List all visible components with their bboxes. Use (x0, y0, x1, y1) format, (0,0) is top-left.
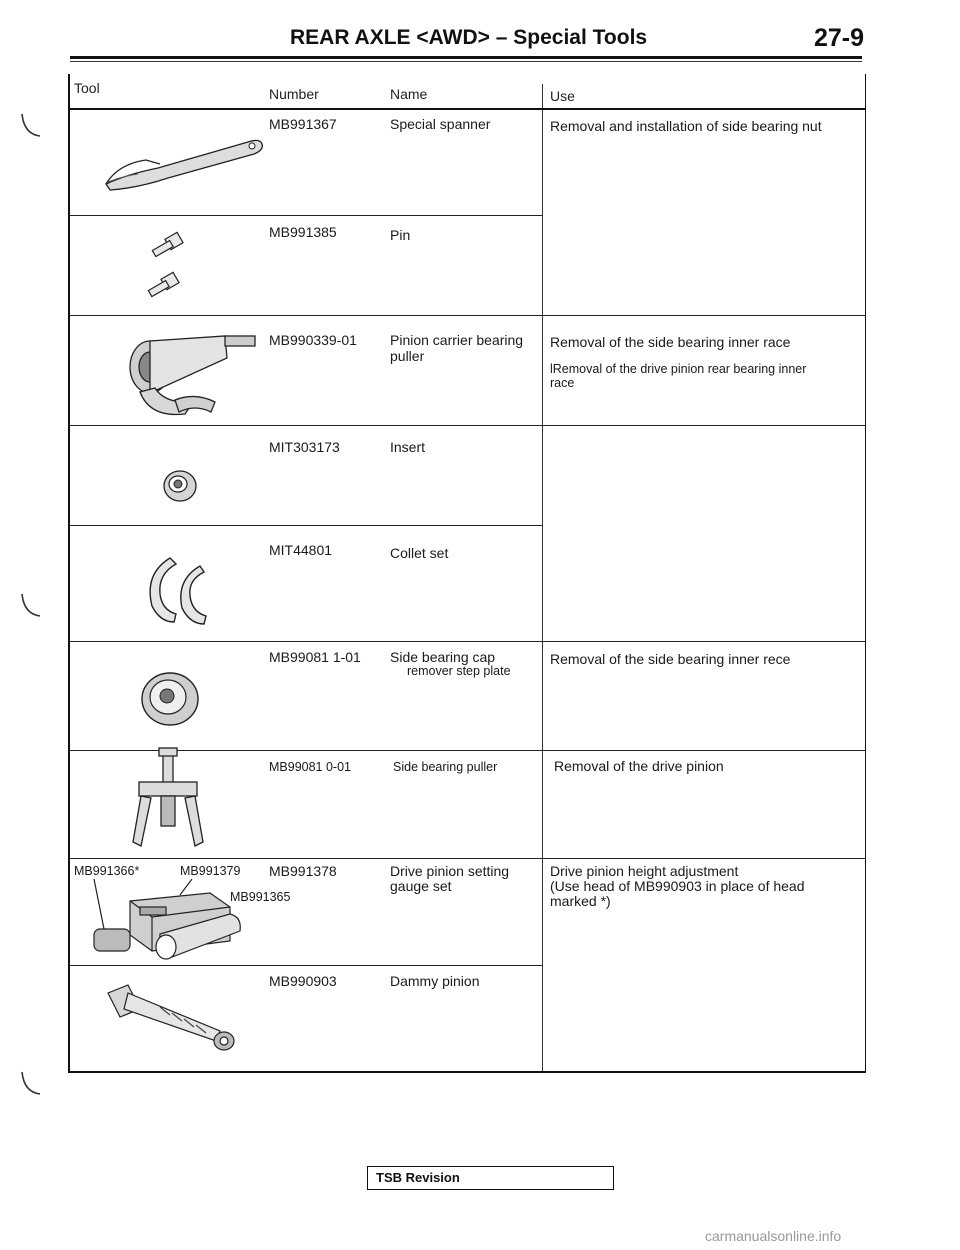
row-divider (70, 965, 542, 966)
binding-mark-icon (18, 1068, 42, 1098)
tool-name-line1: Drive pinion setting (390, 863, 510, 879)
tool-use-line1: lRemoval of the drive pinion rear bearing inner (550, 362, 807, 376)
row-divider (70, 641, 865, 642)
tool-use-line2: (Use head of MB990903 in place of head (550, 878, 805, 894)
tool-number: MIT303173 (269, 439, 340, 455)
tool-name: Insert (390, 439, 426, 455)
tool-number: MB99081 1-01 (269, 649, 361, 665)
tool-number: MB991378 (269, 863, 337, 879)
column-header-tool: Tool (74, 80, 100, 96)
tool-name-line1: Pinion carrier bearing (390, 332, 524, 348)
special-spanner-illustration (98, 124, 268, 194)
insert-illustration (160, 466, 200, 506)
binding-mark-icon (18, 110, 42, 140)
tsb-revision-box (367, 1166, 614, 1190)
row-divider (70, 315, 865, 316)
tool-use-line2: race (550, 376, 575, 390)
callout-label: MB991365 (230, 890, 291, 904)
row-divider (70, 425, 865, 426)
tool-name-line2: puller (390, 348, 425, 364)
tool-name: Side bearing puller (393, 760, 498, 774)
column-header-use: Use (550, 88, 575, 104)
page-header (70, 24, 870, 56)
page-number: 27-9 (813, 24, 864, 52)
row-divider (70, 858, 865, 859)
collet-set-illustration (140, 550, 210, 630)
page-title: REAR AXLE <AWD> – Special Tools (290, 26, 648, 49)
watermark: carmanualsonline.info (705, 1228, 842, 1244)
pinion-carrier-bearing-puller-illustration (115, 322, 265, 422)
row-divider (70, 215, 542, 216)
tool-use: Removal of the side bearing inner rece (550, 651, 791, 667)
tool-name-line2: remover step plate (407, 664, 511, 678)
column-divider (542, 84, 543, 1071)
tool-name: Collet set (390, 545, 449, 561)
tool-name: Pin (390, 227, 411, 243)
dammy-pinion-illustration (100, 979, 240, 1059)
column-header-number: Number (269, 86, 319, 102)
header-rule-thin (70, 61, 862, 62)
callout-label: MB991379 (180, 864, 241, 878)
tool-name-line1: Side bearing cap (390, 649, 496, 665)
tool-number: MB991367 (269, 116, 337, 132)
side-bearing-cap-remover-illustration (135, 664, 205, 734)
tool-number: MB991385 (269, 224, 337, 240)
tool-use-line1: Drive pinion height adjustment (550, 863, 739, 879)
header-rule (70, 56, 862, 59)
drive-pinion-setting-gauge-set-illustration (80, 879, 255, 964)
tool-name-line2: gauge set (390, 878, 452, 894)
header-underline (70, 108, 865, 110)
special-tools-table (68, 74, 866, 1073)
tool-name: Dammy pinion (390, 973, 480, 989)
pin-illustration (145, 229, 225, 309)
tool-number: MB99081 0-01 (269, 760, 352, 774)
tool-use: Removal and installation of side bearing nut (550, 118, 822, 134)
tsb-revision-label: TSB Revision (376, 1170, 460, 1185)
tool-use: Removal of the drive pinion (554, 758, 724, 774)
column-header-name: Name (390, 86, 428, 102)
row-divider (70, 525, 542, 526)
side-bearing-puller-illustration (125, 746, 215, 856)
tool-use: Removal of the side bearing inner race (550, 334, 791, 350)
binding-mark-icon (18, 590, 42, 620)
tool-number: MB990339-01 (269, 332, 357, 348)
tool-number: MB990903 (269, 973, 337, 989)
callout-label: MB991366* (74, 864, 140, 878)
tool-number: MIT44801 (269, 542, 333, 558)
tool-name: Special spanner (390, 116, 491, 132)
tool-use-line3: marked *) (550, 893, 611, 909)
